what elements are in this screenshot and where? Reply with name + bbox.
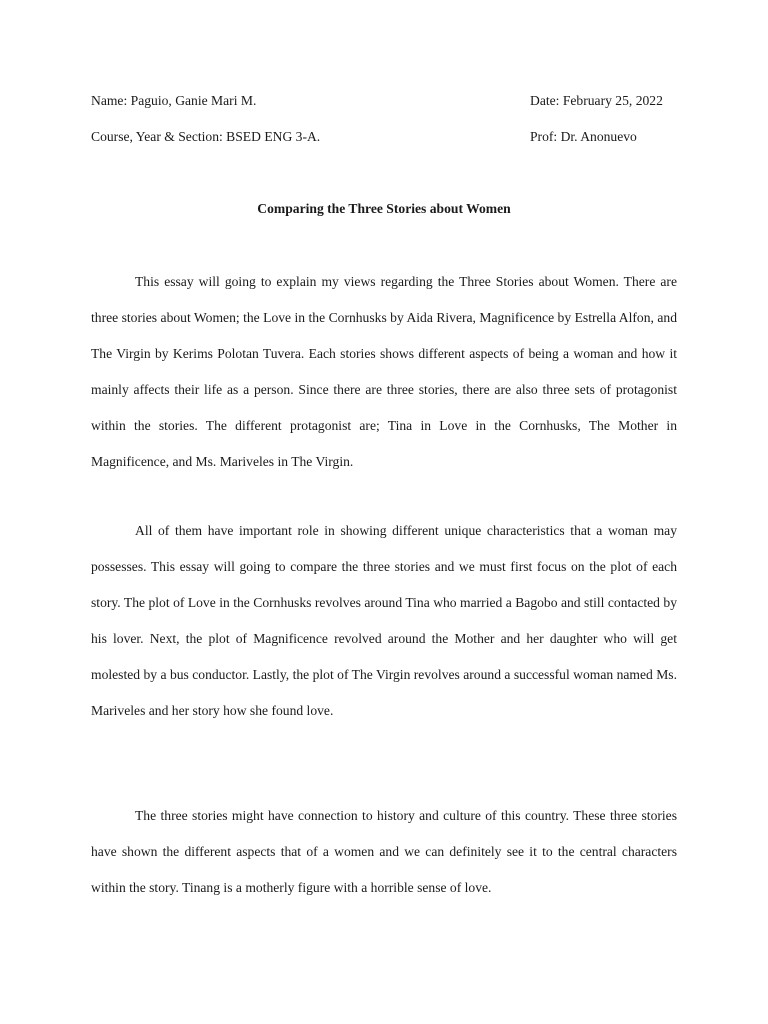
essay-title: Comparing the Three Stories about Women xyxy=(257,201,511,216)
paragraph-2: All of them have important role in showing different unique characteristics that a woman may possesses. This essay will going to compare the three stories and we must first focus on the plot of each story. The plot of Love in the Cornhusks revolves around Tina who married a Bagobo and still contacted by his lover. Next, the plot of Magnificence revolved around the Mother and her daughter who will get molested by a bus conductor. Lastly, the plot of The Virgin revolves around a successful woman named Ms. Mariveles and her story how she found love. xyxy=(91,523,677,718)
student-name: Name: Paguio, Ganie Mari M. xyxy=(91,93,257,108)
paragraph-3: The three stories might have connection to history and culture of this country. These three stories have shown the different aspects that of a women and we can definitely see it to the central characters within the story. Tinang is a motherly figure with a horrible sense of love. xyxy=(91,808,677,895)
professor-name: Prof: Dr. Anonuevo xyxy=(530,129,637,144)
header-row-name-date xyxy=(91,93,691,113)
header-row-course-prof xyxy=(91,129,691,149)
paragraph-1: This essay will going to explain my views regarding the Three Stories about Women. There are three stories about Women; the Love in the Cornhusks by Aida Rivera, Magnificence by Estrella Alfon, and The Virgin by Kerims Polotan Tuvera. Each stories shows different aspects of being a woman and how it mainly affects their life as a person. Since there are three stories, there are also three sets of protagonist within the stories. The different protagonist are; Tina in Love in the Cornhusks, The Mother in Magnificence, and Ms. Mariveles in The Virgin. xyxy=(91,274,677,469)
document-date: Date: February 25, 2022 xyxy=(530,93,663,108)
course-section: Course, Year & Section: BSED ENG 3-A. xyxy=(91,129,321,144)
